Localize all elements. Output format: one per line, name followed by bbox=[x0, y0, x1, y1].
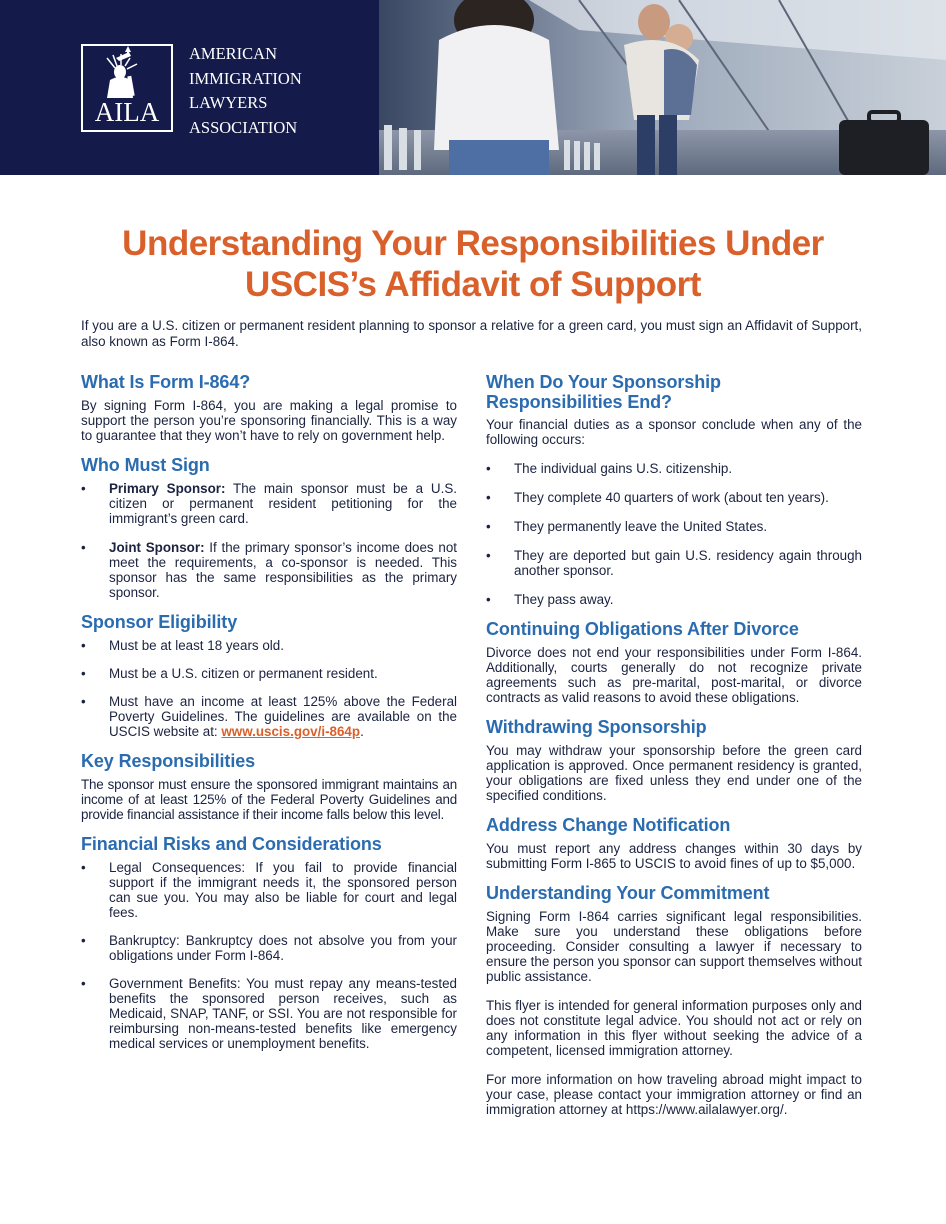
section-sponsor-eligibility bbox=[81, 612, 457, 739]
section-understanding-commitment bbox=[486, 883, 862, 1117]
item-text: Legal Consequences: If you fail to provide financial support if the immigrant needs it, the sponsored person can sue you. You may also be liable for court and legal fees. bbox=[109, 860, 457, 920]
section-text: Signing Form I-864 carries significant legal responsibilities. Make sure you understand these obligations before proceeding. Consider consulting a lawyer if necessary to ensure the person you sponsor can support themselves without public assistance. bbox=[486, 909, 862, 984]
section-heading: What Is Form I-864? bbox=[81, 372, 251, 392]
sponsor-list bbox=[81, 481, 457, 600]
item-text: They complete 40 quarters of work (about ten years). bbox=[514, 490, 829, 505]
section-heading: Key Responsibilities bbox=[81, 751, 256, 771]
item-text: Bankruptcy: Bankruptcy does not absolve you from your obligations under Form I-864. bbox=[109, 933, 457, 963]
list-item bbox=[81, 666, 457, 681]
section-heading: Financial Risks and Considerations bbox=[81, 834, 382, 854]
left-column bbox=[81, 372, 457, 1063]
section-responsibilities-end bbox=[486, 372, 862, 607]
list-item bbox=[81, 933, 457, 963]
section-heading: Address Change Notification bbox=[486, 815, 731, 835]
right-column bbox=[486, 372, 862, 1129]
bullet: • bbox=[486, 461, 491, 476]
end-conditions-list bbox=[486, 461, 862, 607]
section-who-must-sign bbox=[81, 455, 457, 600]
item-text: Must have an income at least 125% above the Federal Poverty Guidelines. The guidelines are available on the USCIS website at: bbox=[109, 694, 457, 739]
title-line: Understanding Your Responsibilities Under bbox=[122, 224, 824, 263]
bullet: • bbox=[81, 860, 86, 875]
brand-panel bbox=[0, 0, 379, 175]
item-label: Primary Sponsor: bbox=[109, 481, 226, 496]
header-banner bbox=[0, 0, 946, 175]
list-item bbox=[81, 694, 457, 739]
bullet: • bbox=[81, 933, 86, 948]
item-text-end: . bbox=[360, 724, 364, 739]
org-line: IMMIGRATION bbox=[189, 68, 302, 88]
section-what-is-form bbox=[81, 372, 457, 443]
item-text: Government Benefits: You must repay any means-tested benefits the sponsored person receives, such as Medicaid, SNAP, TANF, or SSI. You are not responsible for reimbursing non-means-tested benefits like emergency medical services or unemployment benefits. bbox=[109, 976, 457, 1051]
item-text: They permanently leave the United States. bbox=[514, 519, 768, 534]
section-heading: When Do Your Sponsorship Responsibilities End? bbox=[486, 372, 721, 412]
section-heading: Sponsor Eligibility bbox=[81, 612, 238, 632]
item-text: They are deported but gain U.S. residency again through another sponsor. bbox=[514, 548, 862, 578]
airport-reunion-photo bbox=[379, 0, 946, 175]
org-line: LAWYERS bbox=[189, 93, 268, 112]
bullet: • bbox=[486, 548, 491, 563]
section-text: Your financial duties as a sponsor conclude when any of the following occurs: bbox=[486, 417, 862, 447]
list-item bbox=[486, 548, 862, 578]
title-line: USCIS’s Affidavit of Support bbox=[245, 265, 701, 304]
item-label: Joint Sponsor: bbox=[109, 540, 205, 555]
item-text: Must be at least 18 years old. bbox=[109, 638, 284, 653]
section-financial-risks bbox=[81, 834, 457, 1051]
uscis-guidelines-link[interactable]: www.uscis.gov/i-864p bbox=[221, 724, 361, 739]
section-text: The sponsor must ensure the sponsored immigrant maintains an income of at least 125% of the Federal Poverty Guidelines and provide financial assistance if their income falls below this level. bbox=[81, 777, 457, 822]
item-text: Must be a U.S. citizen or permanent resident. bbox=[109, 666, 378, 681]
list-item bbox=[81, 976, 457, 1051]
list-item bbox=[81, 540, 457, 600]
bullet: • bbox=[81, 540, 86, 555]
bullet: • bbox=[81, 694, 86, 709]
list-item bbox=[486, 490, 862, 505]
contact-text: For more information on how traveling abroad might impact to your case, please contact your immigration attorney or find an immigration attorney at https://www.ailalawyer.org/. bbox=[486, 1072, 862, 1117]
section-divorce-obligations bbox=[486, 619, 862, 705]
list-item bbox=[81, 860, 457, 920]
logo-wordmark: AILA bbox=[94, 97, 160, 127]
disclaimer-text: This flyer is intended for general information purposes only and does not constitute legal advice. You should not act or rely on any information in this flyer without seeking the advice of a competent, licensed immigration attorney. bbox=[486, 998, 862, 1058]
section-heading: Withdrawing Sponsorship bbox=[486, 717, 707, 737]
eligibility-list bbox=[81, 638, 457, 739]
list-item bbox=[81, 638, 457, 653]
item-text: If the primary sponsor’s income does not meet the requirements, a co-sponsor is needed. This sponsor has the same responsibilities as the primary sponsor. bbox=[109, 540, 457, 600]
organization-name bbox=[189, 42, 302, 140]
risks-list bbox=[81, 860, 457, 1051]
page-title bbox=[60, 223, 886, 305]
list-item bbox=[486, 519, 862, 534]
bullet: • bbox=[81, 481, 86, 496]
section-text: You must report any address changes within 30 days by submitting Form I-865 to USCIS to avoid fines of up to $5,000. bbox=[486, 841, 862, 871]
list-item bbox=[81, 481, 457, 526]
bullet: • bbox=[486, 490, 491, 505]
item-text: They pass away. bbox=[514, 592, 614, 607]
section-heading: Continuing Obligations After Divorce bbox=[486, 619, 799, 639]
section-text: Divorce does not end your responsibilities under Form I-864. Additionally, courts generally do not recognize private agreements such as pre-marital, post-marital, or divorce contracts as valid reasons to avoid these obligations. bbox=[486, 645, 862, 705]
org-line: ASSOCIATION bbox=[189, 117, 298, 137]
bullet: • bbox=[81, 638, 86, 653]
bullet: • bbox=[81, 666, 86, 681]
item-text: The individual gains U.S. citizenship. bbox=[514, 461, 733, 476]
org-line: AMERICAN bbox=[189, 44, 278, 63]
section-withdrawing-sponsorship bbox=[486, 717, 862, 803]
bullet: • bbox=[81, 976, 86, 991]
item-text: The main sponsor must be a U.S. citizen or permanent resident petitioning for the immigrant’s green card. bbox=[109, 481, 457, 526]
list-item bbox=[486, 592, 862, 607]
section-address-change bbox=[486, 815, 862, 871]
section-key-responsibilities bbox=[81, 751, 457, 822]
section-text: By signing Form I-864, you are making a legal promise to support the person you’re sponsoring financially. This is a way to guarantee that they won’t have to rely on government help. bbox=[81, 398, 457, 443]
bullet: • bbox=[486, 592, 491, 607]
section-heading: Understanding Your Commitment bbox=[486, 883, 770, 903]
section-heading: Who Must Sign bbox=[81, 455, 210, 475]
bullet: • bbox=[486, 519, 491, 534]
intro-paragraph: If you are a U.S. citizen or permanent resident planning to sponsor a relative for a green card, you must sign an Affidavit of Support, also known as Form I-864. bbox=[81, 318, 862, 349]
aila-logo bbox=[81, 44, 173, 132]
list-item bbox=[486, 461, 862, 476]
section-text: You may withdraw your sponsorship before the green card application is approved. Once permanent residency is granted, your obligations are fixed unless they end under one of the specified conditions. bbox=[486, 743, 862, 803]
